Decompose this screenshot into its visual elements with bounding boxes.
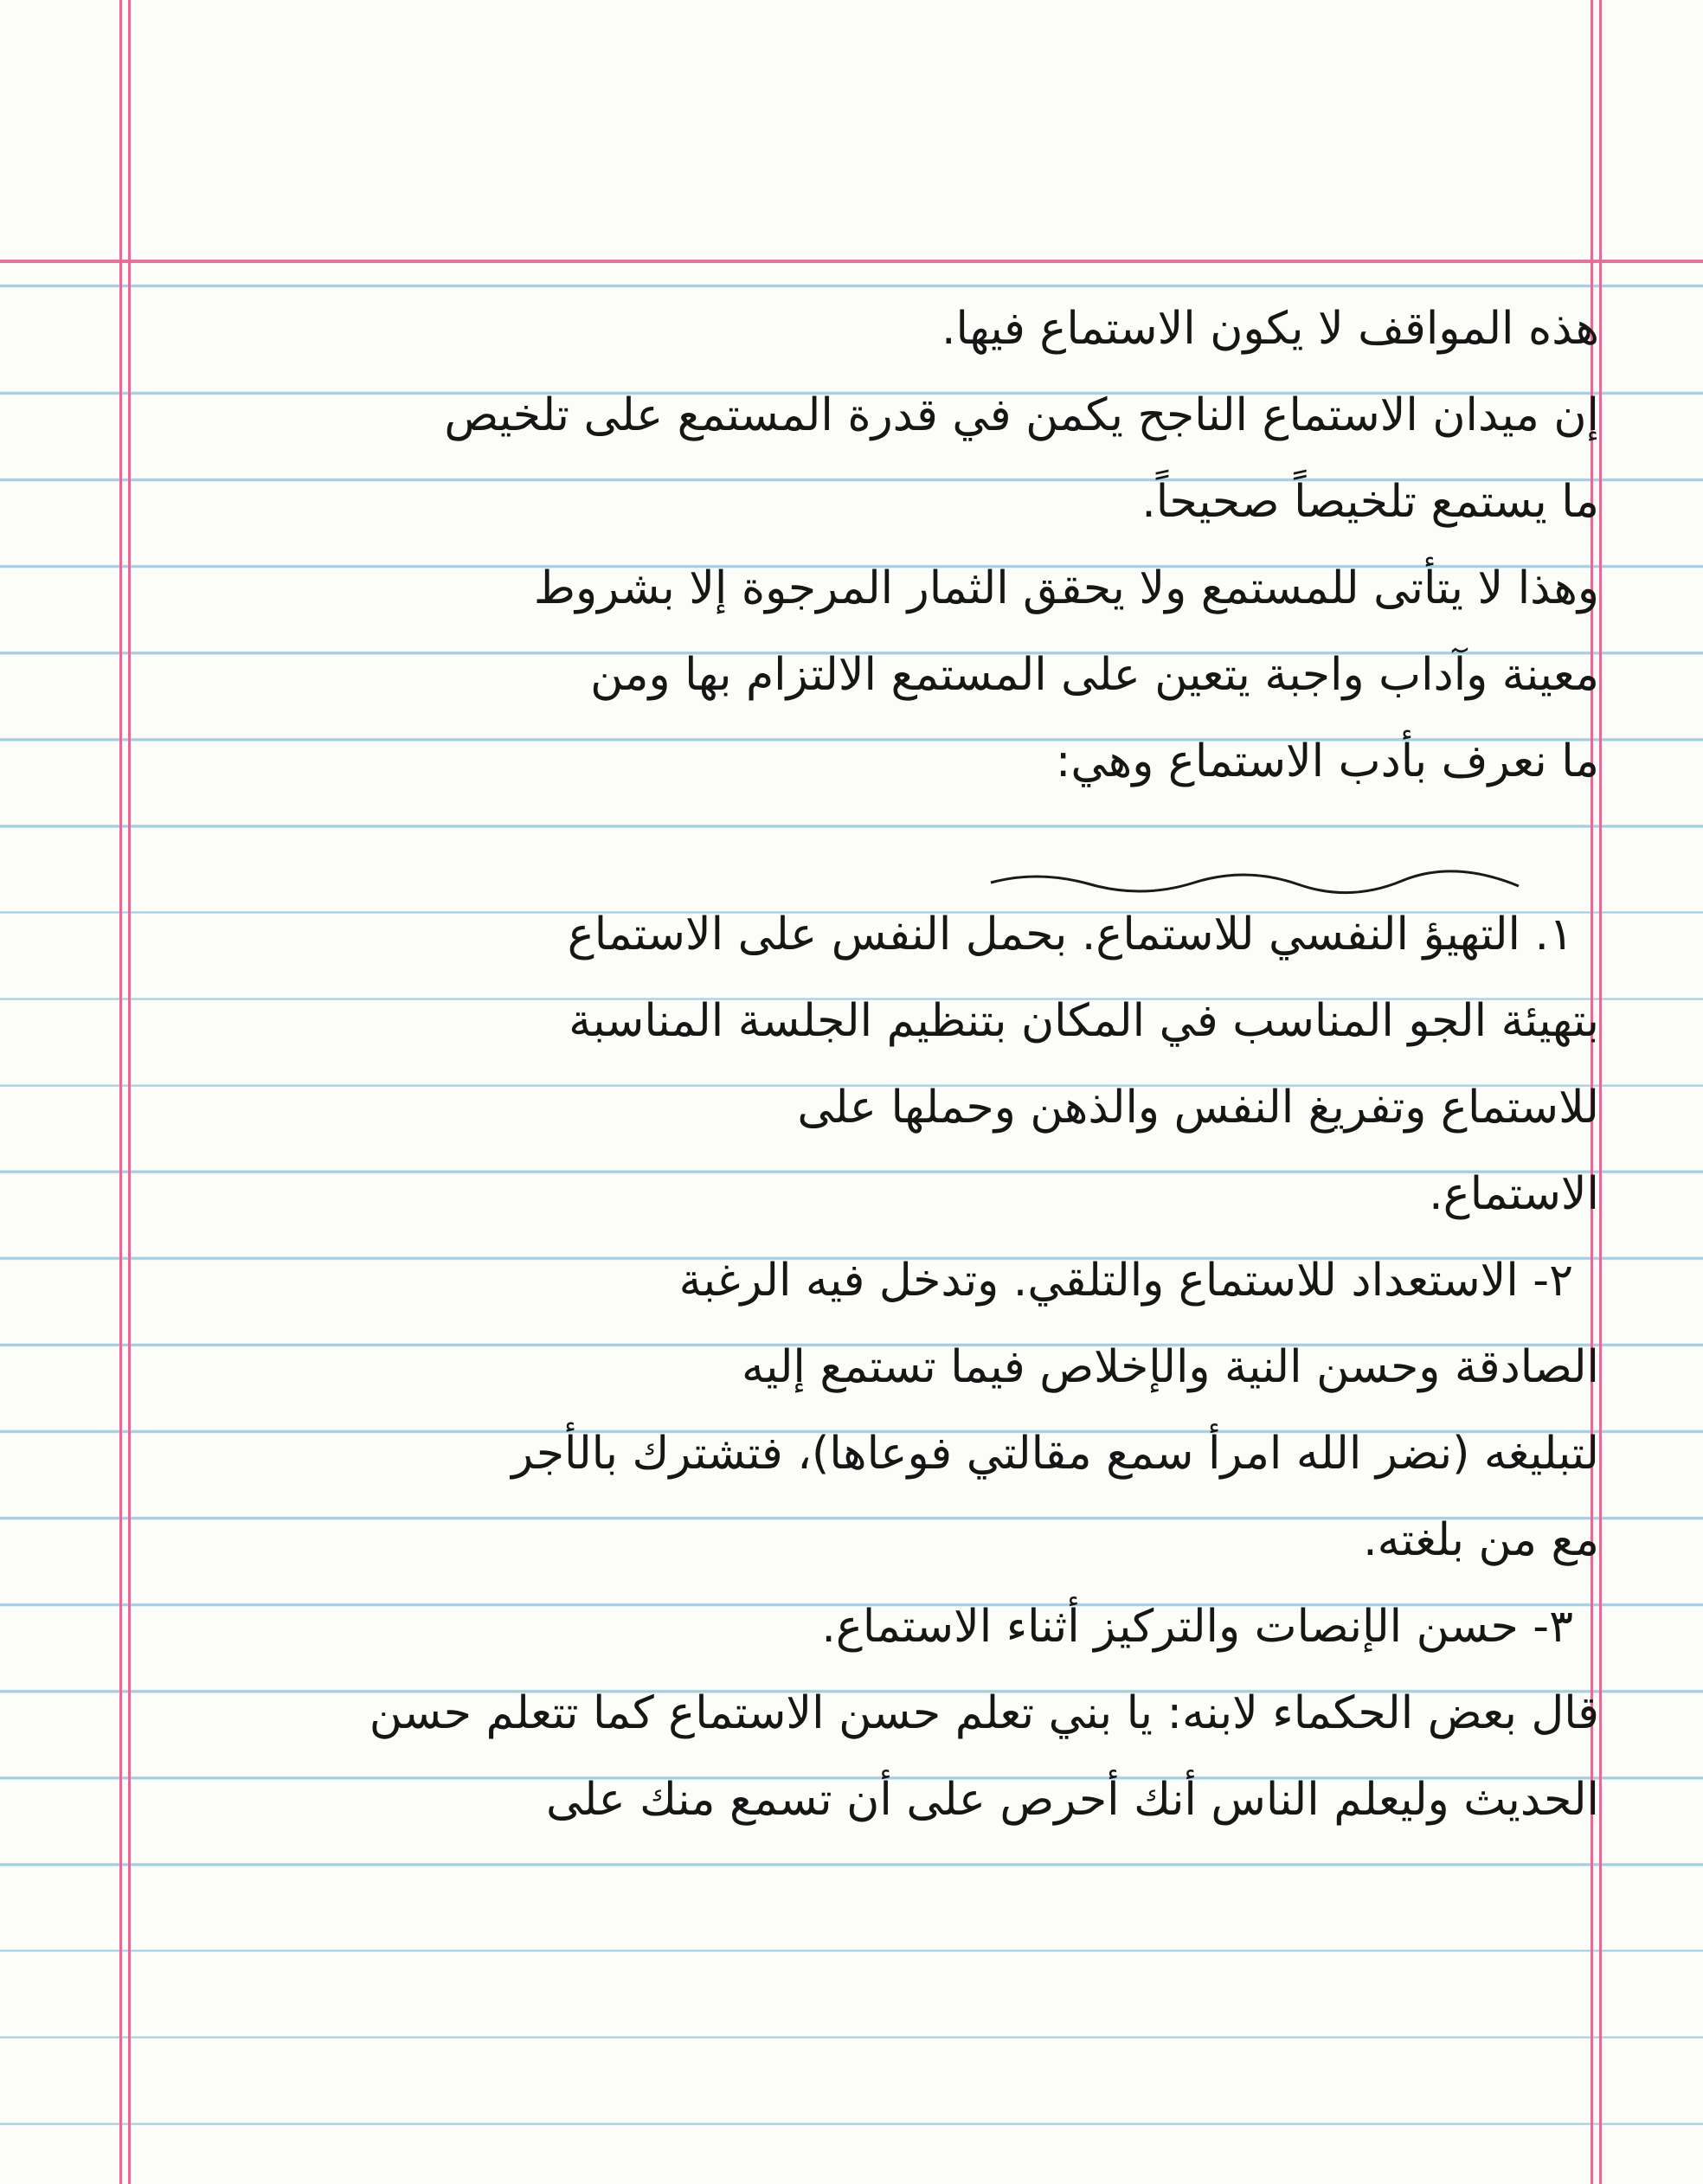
handwritten-text-block bbox=[61, 286, 1599, 1843]
text-line: الصادقة وحسن النية والإخلاص فيما تستمع إليه bbox=[742, 1341, 1599, 1393]
text-line: معينة وآداب واجبة يتعين على المستمع الالتزام بها ومن bbox=[590, 649, 1599, 701]
page-header-band bbox=[0, 0, 1703, 260]
text-line: هذه المواقف لا يكون الاستماع فيها. bbox=[941, 303, 1599, 355]
text-line: الاستماع. bbox=[1429, 1168, 1599, 1220]
text-line: قال بعض الحكماء لابنه: يا بني تعلم حسن الاستماع كما تتعلم حسن bbox=[369, 1687, 1599, 1739]
underline-squiggle bbox=[986, 865, 1523, 900]
text-line: للاستماع وتفريغ النفس والذهن وحملها على bbox=[797, 1082, 1599, 1134]
text-line: لتبليغه (نضر الله امرأ سمع مقالتي فوعاها)، فتشترك بالأجر bbox=[511, 1428, 1599, 1480]
text-line: بتهيئة الجو المناسب في المكان بتنظيم الجلسة المناسبة bbox=[569, 995, 1599, 1047]
top-rule-line bbox=[0, 260, 1703, 263]
text-line: ما يستمع تلخيصاً صحيحاً. bbox=[1141, 476, 1599, 528]
text-line: الحديث وليعلم الناس أنك أحرص على أن تسمع منك على bbox=[546, 1774, 1599, 1826]
text-line: ما نعرف بأدب الاستماع وهي: bbox=[1055, 735, 1599, 787]
list-item-3: ٣- حسن الإنصات والتركيز أثناء الاستماع. bbox=[821, 1601, 1573, 1653]
text-line: مع من بلغته. bbox=[1363, 1514, 1599, 1566]
text-line: وهذا لا يتأتى للمستمع ولا يحقق الثمار المرجوة إلا بشروط bbox=[533, 562, 1599, 614]
right-margin-line bbox=[1599, 0, 1602, 2184]
list-item-1: ١. التهيؤ النفسي للاستماع. بحمل النفس على الاستماع bbox=[567, 909, 1573, 960]
text-line: إن ميدان الاستماع الناجح يكمن في قدرة المستمع على تلخيص bbox=[444, 389, 1599, 441]
list-item-2: ٢- الاستعداد للاستماع والتلقي. وتدخل فيه الرغبة bbox=[678, 1255, 1573, 1307]
